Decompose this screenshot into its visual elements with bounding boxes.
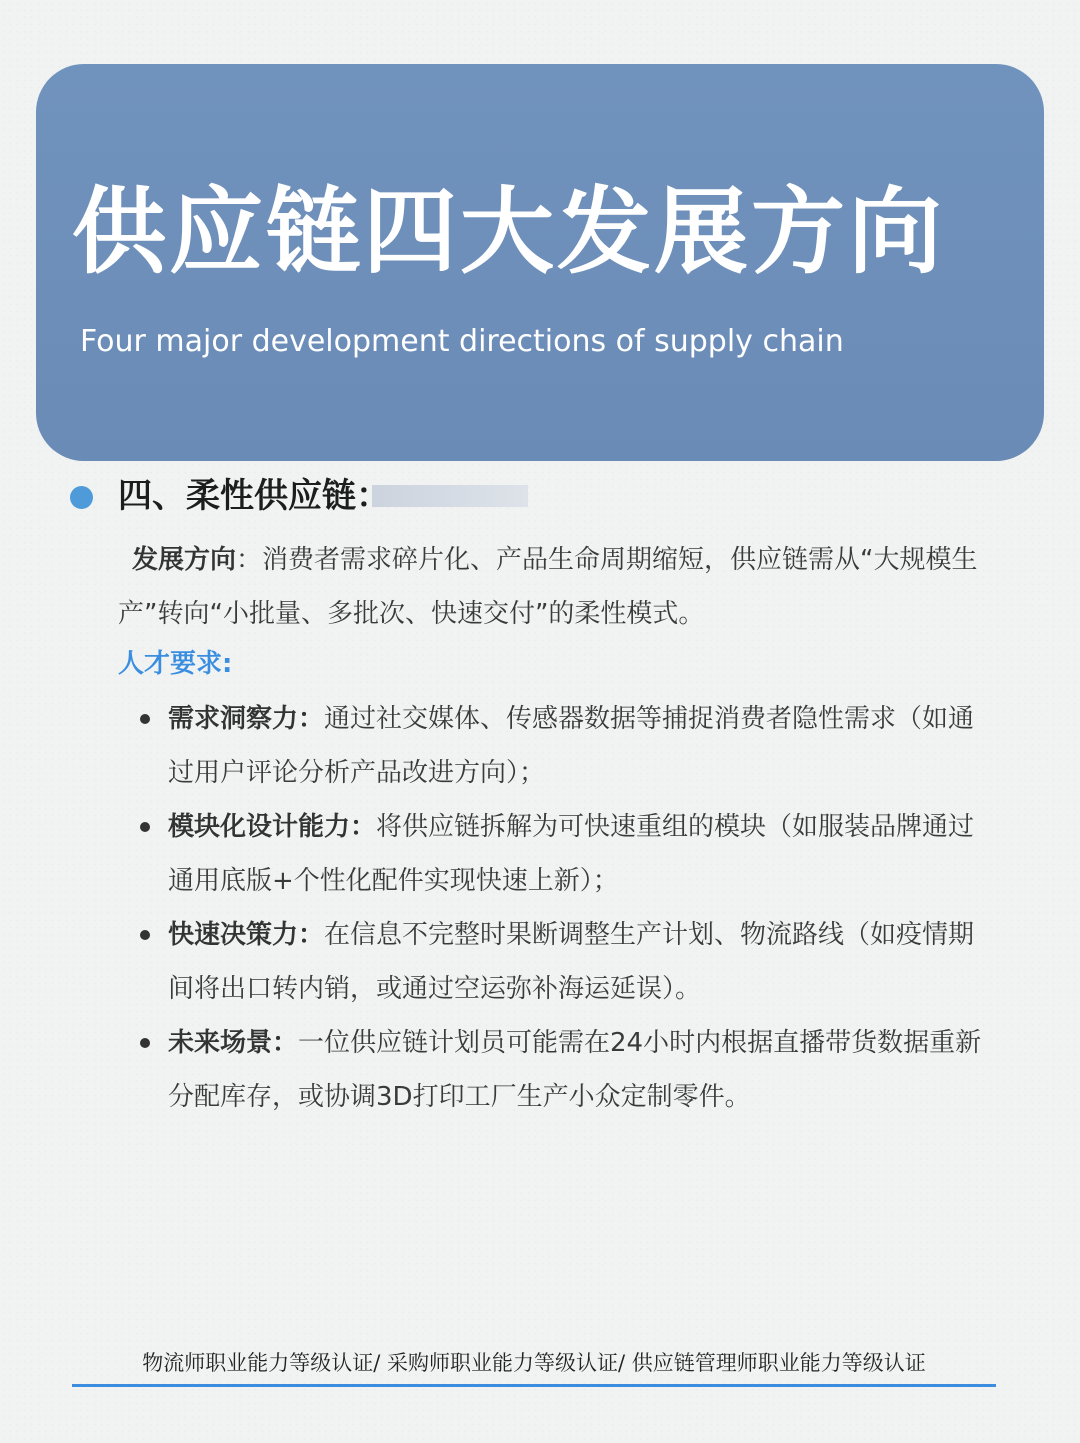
section-dot-icon (70, 486, 93, 509)
list-item-text: 将供应链拆解为可快速重组的模块（如服装品牌通过通用底版+个性化配件实现快速上新）； (168, 812, 975, 896)
list-item-lead: 模块化设计能力： (168, 812, 377, 842)
section-intro (118, 533, 1023, 641)
footer-underline (72, 1384, 996, 1387)
bullet-icon (140, 822, 150, 832)
list-item-lead: 快速决策力： (168, 920, 325, 950)
list-item-text: 通过社交媒体、传感器数据等捕捉消费者隐性需求（如通过用户评论分析产品改进方向）； (168, 704, 975, 788)
page-title: 供应链四大发展方向 (72, 178, 946, 287)
list-item-lead: 需求洞察力： (168, 704, 325, 734)
list-item (168, 692, 998, 800)
list-item-text: 一位供应链计划员可能需在24小时内根据直播带货数据重新分配库存，或协调3D打印工厂生产小众定制零件。 (168, 1028, 982, 1112)
bullet-icon (140, 1038, 150, 1048)
talent-heading: 人才要求: (118, 649, 233, 679)
list-item-lead: 未来场景： (168, 1028, 299, 1058)
intro-text: ：消费者需求碎片化、产品生命周期缩短，供应链需从“大规模生产”转向“小批量、多批次、快速交付”的柔性模式。 (118, 545, 978, 629)
list-item (168, 908, 998, 1016)
page-subtitle: Four major development directions of supply chain (80, 324, 844, 359)
section-title: 四、柔性供应链： (118, 476, 390, 516)
intro-lead: 发展方向 (132, 545, 237, 575)
bullet-icon (140, 930, 150, 940)
section-highlight-bar (372, 485, 528, 507)
list-item-text: 在信息不完整时果断调整生产计划、物流路线（如疫情期间将出口转内销，或通过空运弥补海运延误）。 (168, 920, 975, 1004)
list-item (168, 1016, 998, 1124)
footer-certifications: 物流师职业能力等级认证/ 采购师职业能力等级认证/ 供应链管理师职业能力等级认证 (142, 1351, 926, 1375)
bullet-icon (140, 714, 150, 724)
list-item (168, 800, 998, 908)
